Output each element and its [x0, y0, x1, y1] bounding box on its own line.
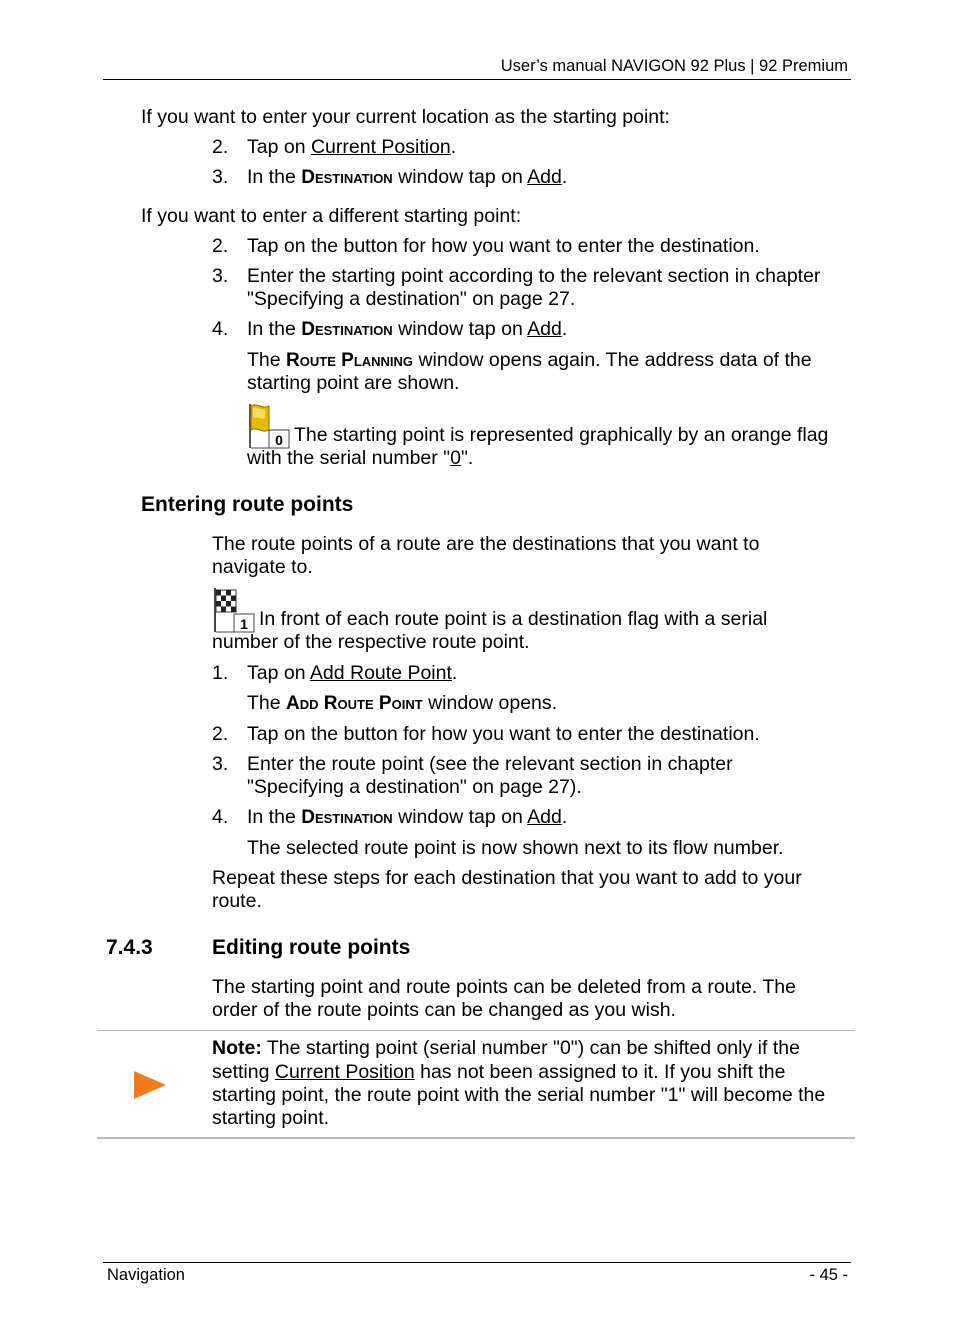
- different-point-step3-line1: Enter the starting point according to the relevant section in chapter: [247, 265, 821, 287]
- different-point-step2-num: 2.: [212, 235, 229, 257]
- repeat-line1: Repeat these steps for each destination that you want to add to your: [212, 867, 802, 889]
- entering-step1: [247, 662, 457, 685]
- editing-intro-line1: The starting point and route points can be deleted from a route. The: [212, 976, 796, 998]
- start-flag-note-line2: [247, 447, 473, 470]
- entering-step4-num: 4.: [212, 806, 229, 828]
- note-line1: [212, 1037, 800, 1060]
- editing-route-points-heading: Editing route points: [212, 936, 411, 959]
- current-location-intro: If you want to enter your current location as the starting point:: [141, 106, 670, 128]
- add-route-point-link[interactable]: Add Route Point: [309, 662, 452, 684]
- current-position-link[interactable]: Current Position: [310, 136, 451, 158]
- different-point-step3-num: 3.: [212, 265, 229, 287]
- result-text: The: [247, 349, 287, 371]
- route-planning-result-line1: [247, 349, 812, 372]
- result-text: window opens again. The address data of the: [413, 349, 812, 371]
- different-point-step3-line2: "Specifying a destination" on page 27.: [247, 288, 576, 310]
- entering-step3-line1: Enter the route point (see the relevant section in chapter: [247, 753, 733, 775]
- add-link[interactable]: Add: [527, 318, 562, 340]
- running-header: User’s manual NAVIGON 92 Plus | 92 Premium: [500, 57, 848, 75]
- entering-step2-num: 2.: [212, 723, 229, 745]
- route-planning-window-name: Route Planning: [286, 350, 414, 371]
- current-location-step2: [247, 136, 456, 159]
- footer-rule: [103, 1262, 851, 1263]
- entering-step3-line2: "Specifying a destination" on page 27).: [247, 776, 582, 798]
- step-text: window tap on: [392, 166, 528, 188]
- destination-flag-note-line2: number of the respective route point.: [212, 631, 530, 653]
- page-number: - 45 -: [809, 1266, 848, 1284]
- note-text: ".: [460, 447, 474, 469]
- note-line2: [212, 1061, 785, 1084]
- entering-step1-num: 1.: [212, 662, 229, 684]
- different-point-intro: If you want to enter a different starting point:: [141, 205, 522, 227]
- entering-step4-result: The selected route point is now shown next to its flow number.: [247, 837, 784, 859]
- note-text: with the serial number ": [247, 447, 451, 469]
- different-point-step4: [247, 318, 567, 341]
- route-planning-result-line2: starting point are shown.: [247, 372, 460, 394]
- current-location-step3: [247, 166, 567, 189]
- entering-step3-num: 3.: [212, 753, 229, 775]
- entering-step2: Tap on the button for how you want to enter the destination.: [247, 723, 760, 745]
- editing-intro-line2: order of the route points can be changed as you wish.: [212, 999, 676, 1021]
- note-text: The starting point (serial number "0") can be shifted only if the: [261, 1037, 800, 1059]
- destination-window-name: Destination: [301, 167, 393, 188]
- step-text: Tap on: [247, 136, 311, 158]
- current-position-link[interactable]: Current Position: [274, 1061, 415, 1083]
- note-text: has not been assigned to it. If you shift the: [414, 1061, 786, 1083]
- start-flag-icon: [247, 402, 291, 450]
- note-line3: starting point, the route point with the serial number "1" will become the: [212, 1084, 826, 1106]
- result-text: The: [247, 692, 287, 714]
- step-text: Tap on: [247, 662, 310, 684]
- different-point-step2: Tap on the button for how you want to enter the destination.: [247, 235, 760, 257]
- step-text: window tap on: [392, 806, 528, 828]
- destination-flag-note-line1: In front of each route point is a destination flag with a serial: [259, 608, 768, 630]
- entering-intro-line1: The route points of a route are the destinations that you want to: [212, 533, 760, 555]
- add-link[interactable]: Add: [527, 166, 562, 188]
- step-punct: .: [450, 136, 457, 158]
- serial-zero-link: 0: [450, 447, 461, 469]
- header-rule: [103, 79, 851, 80]
- destination-flag-icon: [212, 586, 256, 634]
- entering-step4: [247, 806, 567, 829]
- note-text: setting: [212, 1061, 275, 1083]
- add-link[interactable]: Add: [527, 806, 562, 828]
- destination-flag-number: 1: [240, 616, 248, 632]
- step-text: In the: [247, 318, 302, 340]
- current-location-step3-num: 3.: [212, 166, 229, 188]
- different-point-step4-num: 4.: [212, 318, 229, 340]
- entering-route-points-heading: Entering route points: [141, 493, 354, 516]
- step-punct: .: [451, 662, 458, 684]
- start-flag-note-line1: The starting point is represented graphically by an orange flag: [294, 424, 829, 446]
- note-label: Note:: [212, 1037, 262, 1059]
- note-top-rule: [97, 1030, 855, 1031]
- play-arrow-icon: [133, 1070, 167, 1100]
- step-punct: .: [561, 318, 568, 340]
- destination-window-name: Destination: [301, 807, 393, 828]
- note-bottom-rule: [97, 1137, 855, 1139]
- result-text: window opens.: [422, 692, 558, 714]
- current-location-step2-num: 2.: [212, 136, 229, 158]
- step-text: In the: [247, 806, 302, 828]
- start-flag-number: 0: [275, 432, 283, 448]
- entering-intro-line2: navigate to.: [212, 556, 313, 578]
- section-number: 7.4.3: [106, 936, 153, 959]
- add-route-point-window-name: Add Route Point: [286, 693, 423, 714]
- repeat-line2: route.: [212, 890, 262, 912]
- destination-window-name: Destination: [301, 319, 393, 340]
- step-text: window tap on: [392, 318, 528, 340]
- entering-step1-result: [247, 692, 557, 715]
- step-punct: .: [561, 166, 568, 188]
- footer-section: Navigation: [107, 1266, 185, 1284]
- step-text: In the: [247, 166, 302, 188]
- step-punct: .: [561, 806, 568, 828]
- note-line4: starting point.: [212, 1107, 330, 1129]
